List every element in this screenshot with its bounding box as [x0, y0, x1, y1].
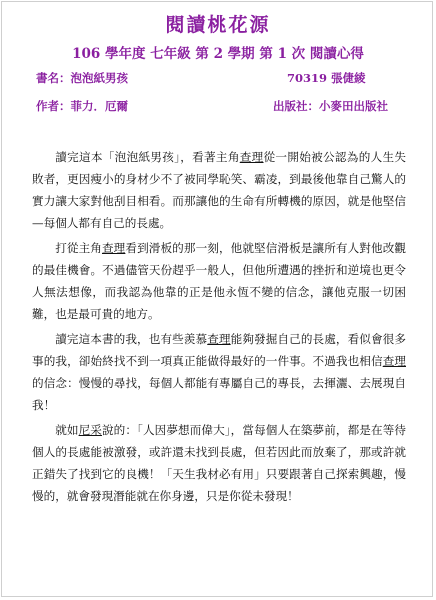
text-span: 從一開始被公認為的人生失敗者，更因瘦小的身材少不了被同學恥笑、霸凌，到最後他靠自己驚人的實力讓大家對他刮目相看。而那讓他的生命有所轉機的原因，就是他堅信—每個人都有自己的長處。	[32, 150, 406, 230]
essay-paragraph-2	[32, 237, 406, 325]
essay-paragraph-1	[32, 146, 406, 234]
text-span: 說的：「人因夢想而偉大」，當每個人在築夢前，都是在等待個人的長處能被激發，或許還未找到長處，但若因此而放棄了，那或許就正錯失了找到它的良機！「天生我材必有用」只要跟著自己探索興趣，慢慢的，就會發現潛能就在你身邊，只是你從未發現！	[32, 423, 406, 503]
text-span: 打從主角	[55, 241, 102, 255]
book-title-field: 書名：泡泡紙男孩	[36, 71, 128, 85]
page-subtitle: 106 學年度 七年級 第 2 學期 第 1 次 閱讀心得	[72, 46, 364, 62]
page-title: 閱讀桃花源	[165, 14, 271, 36]
underlined-name: 查理	[207, 332, 231, 346]
underlined-name: 查理	[239, 150, 264, 164]
underlined-name: 尼采	[78, 423, 102, 437]
text-span: 讀完這本「泡泡紙男孩」，看著主角	[55, 150, 240, 164]
essay-paragraph-4	[32, 419, 406, 507]
underlined-name: 查理	[101, 241, 126, 255]
text-span: 能夠發掘自己的長處，看似會很多事的我，卻始終找不到一項真正能做得最好的一件事。不過我也相信	[32, 332, 406, 368]
essay-paragraph-3	[32, 328, 406, 416]
text-span: 看到滑板的那一刻，他就堅信滑板是讓所有人對他改觀的最佳機會。不過儘管天份趕乎一般人，但他所遭遇的挫折和逆境也更令人無法想像，而我認為他靠的正是他永恆不變的信念，讓他克服一切困難，也是最可貴的地方。	[32, 241, 406, 321]
text-span: 讀完這本書的我，也有些羨慕	[55, 332, 208, 346]
author-field: 作者：菲力．厄爾	[36, 99, 128, 113]
publisher-field: 出版社：小麥田出版社	[273, 99, 388, 113]
text-span: 就如	[55, 423, 79, 437]
text-span: 的信念：慢慢的尋找，每個人都能有專屬自己的專長，去揮灑、去展現自我！	[32, 376, 406, 412]
underlined-name: 查理	[382, 354, 406, 368]
essay-body	[32, 146, 406, 510]
student-info-field: 70319 張倢綾	[287, 71, 366, 85]
